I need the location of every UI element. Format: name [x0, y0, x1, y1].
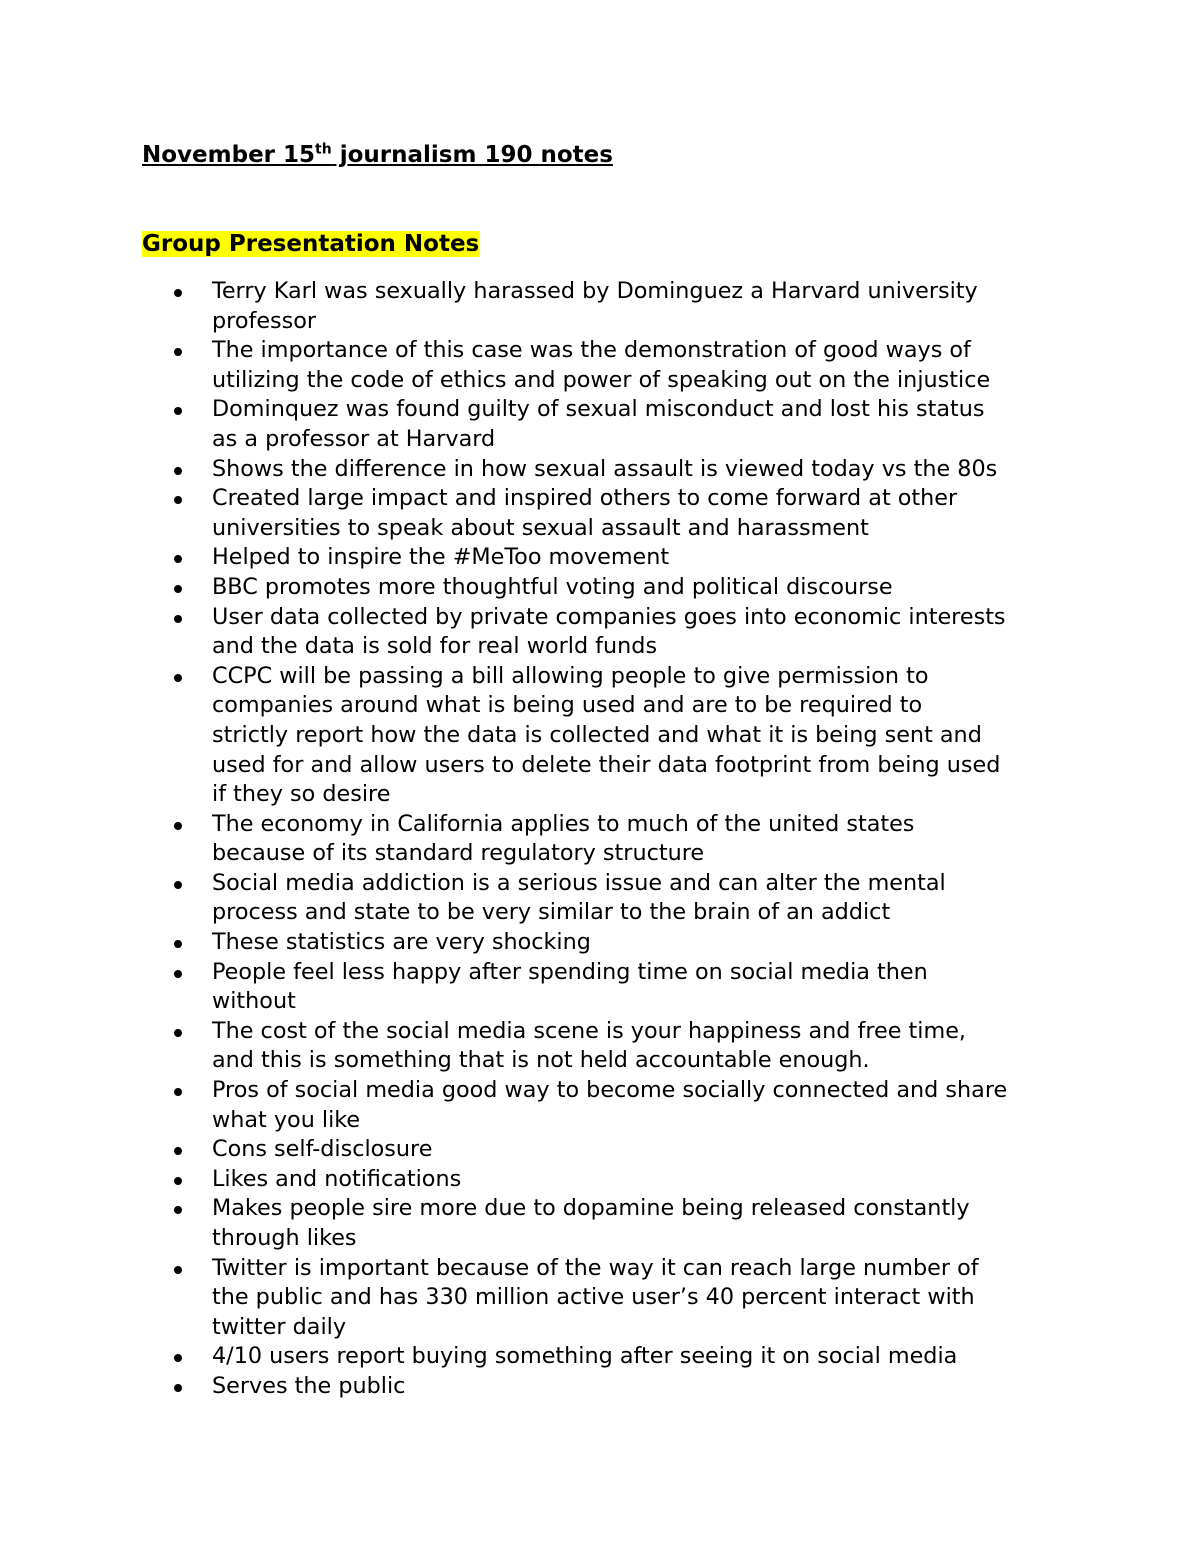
notes-list — [0, 277, 1200, 1402]
list-item — [0, 958, 1072, 1017]
bullet-icon — [174, 822, 182, 830]
bullet-icon — [174, 348, 182, 356]
note-text: 4/10 users report buying something after seeing it on social media — [212, 1343, 958, 1370]
list-item — [0, 395, 1072, 454]
bullet-icon — [174, 1354, 182, 1362]
note-text: People feel less happy after spending time on social media then without — [212, 958, 928, 1015]
list-item — [0, 1017, 1072, 1076]
section-heading — [142, 229, 479, 259]
note-text: Cons self-disclosure — [212, 1136, 433, 1163]
title-rest: journalism 190 notes — [331, 142, 613, 168]
bullet-icon — [174, 1266, 182, 1274]
highlighted-heading: Group Presentation Notes — [142, 231, 480, 257]
bullet-icon — [174, 881, 182, 889]
note-text: Created large impact and inspired others to come forward at other universities to speak about sexual assault and harassment — [212, 485, 958, 541]
bullet-icon — [174, 555, 182, 563]
list-item — [0, 603, 1072, 662]
list-item — [0, 484, 1072, 543]
note-text: BBC promotes more thoughtful voting and political discourse — [212, 573, 893, 600]
list-item — [0, 869, 1072, 928]
bullet-icon — [174, 467, 182, 475]
note-text: The cost of the social media scene is your happiness and free time, and this is something that is not held accountable enough. — [212, 1017, 967, 1074]
list-item — [0, 1342, 1072, 1372]
bullet-icon — [174, 1206, 182, 1214]
list-item — [0, 573, 1072, 603]
note-text: CCPC will be passing a bill allowing people to give permission to companies around what is being used and are to be required to strictly report how the data is collected and what it is being sent and used for and allow users to delete their data footprint from being used if they so desire — [212, 662, 1001, 808]
note-text: Shows the difference in how sexual assault is viewed today vs the 80s — [212, 455, 998, 482]
bullet-icon — [174, 940, 182, 948]
note-text: User data collected by private companies goes into economic interests and the data is sold for real world funds — [212, 603, 1006, 660]
title-main: November 15 — [142, 142, 316, 168]
note-text: Twitter is important because of the way it can reach large number of the public and has 330 million active user’s 40 percent interact with twitter daily — [212, 1254, 979, 1340]
note-text: These statistics are very shocking — [212, 929, 591, 956]
list-item — [0, 1194, 1072, 1253]
list-item — [0, 1254, 1072, 1343]
note-text: Pros of social media good way to become socially connected and share what you like — [212, 1077, 1008, 1133]
bullet-icon — [174, 1147, 182, 1155]
note-text: The importance of this case was the demonstration of good ways of utilizing the code of ethics and power of speaking out on the injustice — [212, 337, 991, 393]
bullet-icon — [174, 289, 182, 297]
bullet-icon — [174, 1177, 182, 1185]
note-text: Terry Karl was sexually harassed by Dominguez a Harvard university professor — [212, 278, 978, 334]
bullet-icon — [174, 1384, 182, 1392]
list-item — [0, 928, 1072, 958]
list-item — [0, 1372, 1072, 1402]
note-text: Serves the public — [212, 1372, 406, 1399]
list-item — [0, 662, 1072, 810]
bullet-icon — [174, 615, 182, 623]
list-item — [0, 543, 1072, 573]
note-text: Likes and notifications — [212, 1165, 462, 1192]
bullet-icon — [174, 407, 182, 415]
list-item — [0, 810, 1072, 869]
document-title — [142, 140, 613, 170]
note-text: Helped to inspire the #MeToo movement — [212, 544, 670, 571]
bullet-icon — [174, 674, 182, 682]
bullet-icon — [174, 585, 182, 593]
list-item — [0, 1165, 1072, 1195]
bullet-icon — [174, 1088, 182, 1096]
list-item — [0, 1076, 1072, 1135]
note-text: Social media addiction is a serious issue and can alter the mental process and state to be very similar to the brain of an addict — [212, 869, 946, 926]
list-item — [0, 277, 1072, 336]
list-item — [0, 455, 1072, 485]
note-text: Makes people sire more due to dopamine being released constantly through likes — [212, 1195, 970, 1251]
bullet-icon — [174, 970, 182, 978]
list-item — [0, 336, 1072, 395]
bullet-icon — [174, 496, 182, 504]
note-text: Dominquez was found guilty of sexual misconduct and lost his status as a professor at Harvard — [212, 396, 985, 452]
title-superscript: th — [315, 141, 332, 158]
note-text: The economy in California applies to much of the united states because of its standard regulatory structure — [212, 810, 915, 867]
bullet-icon — [174, 1029, 182, 1037]
list-item — [0, 1135, 1072, 1165]
